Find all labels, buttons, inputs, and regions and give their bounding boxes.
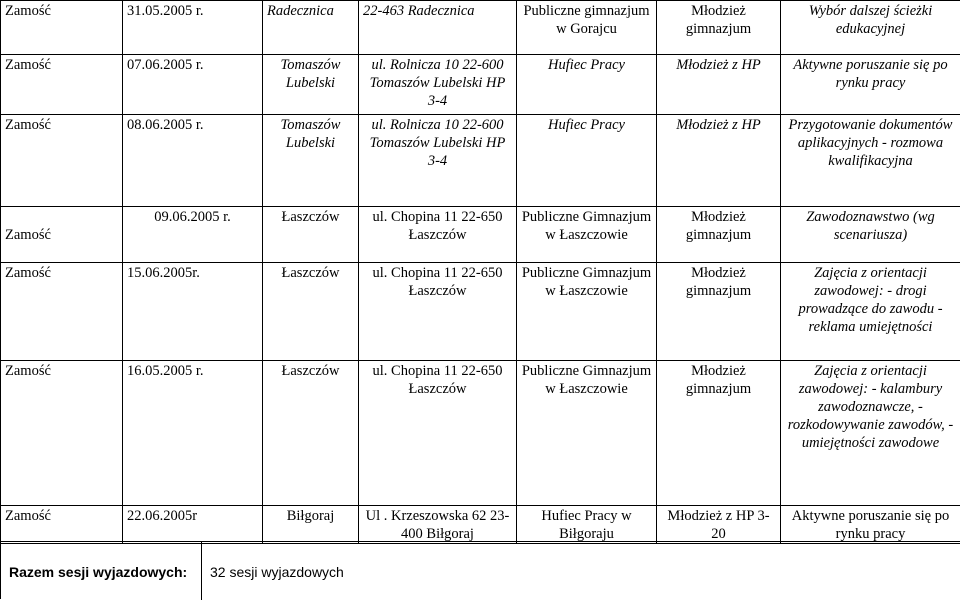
organizer-cell: Publiczne Gimnazjum w Łaszczowie	[517, 263, 657, 361]
address-cell: ul. Chopina 11 22-650 Łaszczów	[359, 207, 517, 263]
topic-cell: Wybór dalszej ścieżki edukacyjnej	[781, 1, 960, 55]
place-cell: Zamość	[1, 115, 123, 207]
date-cell: 07.06.2005 r.	[123, 55, 263, 115]
organizer-cell: Publiczne gimnazjum w Gorajcu	[517, 1, 657, 55]
date-cell: 31.05.2005 r.	[123, 1, 263, 55]
group-cell: Młodzież z HP	[657, 55, 781, 115]
table-row	[1, 361, 960, 506]
place-cell: Zamość	[1, 1, 123, 55]
table-row	[1, 506, 960, 544]
group-cell: Młodzież z HP 3-20	[657, 506, 781, 544]
town-cell: Łaszczów	[263, 207, 359, 263]
organizer-cell: Hufiec Pracy	[517, 55, 657, 115]
address-cell: Ul . Krzeszowska 62 23-400 Biłgoraj	[359, 506, 517, 544]
organizer-cell: Hufiec Pracy w Biłgoraju	[517, 506, 657, 544]
group-cell: Młodzież gimnazjum	[657, 1, 781, 55]
table-row	[1, 1, 960, 55]
table-row	[1, 55, 960, 115]
organizer-cell: Publiczne Gimnazjum w Łaszczowie	[517, 207, 657, 263]
address-cell: ul. Rolnicza 10 22-600 Tomaszów Lubelski HP 3-4	[359, 115, 517, 207]
address-cell: ul. Chopina 11 22-650 Łaszczów	[359, 361, 517, 506]
place-cell: Zamość	[1, 207, 123, 263]
date-cell: 22.06.2005r	[123, 506, 263, 544]
address-cell: ul. Chopina 11 22-650 Łaszczów	[359, 263, 517, 361]
table-row	[1, 207, 960, 263]
footer-divider	[201, 542, 202, 600]
topic-cell: Zajęcia z orientacji zawodowej: - kalambury zawodoznawcze, - rozkodowywanie zawodów, - umiejętności zawodowe	[781, 361, 960, 506]
address-cell: ul. Rolnicza 10 22-600 Tomaszów Lubelski HP 3-4	[359, 55, 517, 115]
place-cell: Zamość	[1, 263, 123, 361]
group-cell: Młodzież z HP	[657, 115, 781, 207]
place-cell: Zamość	[1, 506, 123, 544]
address-cell: 22-463 Radecznica	[359, 1, 517, 55]
topic-cell: Aktywne poruszanie się po rynku pracy	[781, 506, 960, 544]
topic-cell: Przygotowanie dokumentów aplikacyjnych - rozmowa kwalifikacyjna	[781, 115, 960, 207]
organizer-cell: Publiczne Gimnazjum w Łaszczowie	[517, 361, 657, 506]
topic-cell: Zajęcia z orientacji zawodowej: - drogi prowadzące do zawodu - reklama umiejętności	[781, 263, 960, 361]
place-cell: Zamość	[1, 55, 123, 115]
table-row	[1, 263, 960, 361]
group-cell: Młodzież gimnazjum	[657, 207, 781, 263]
town-cell: Łaszczów	[263, 361, 359, 506]
summary-footer	[0, 541, 960, 599]
total-sessions-label: Razem sesji wyjazdowych:	[9, 564, 188, 580]
date-cell: 08.06.2005 r.	[123, 115, 263, 207]
date-cell: 16.05.2005 r.	[123, 361, 263, 506]
town-cell: Radecznica	[263, 1, 359, 55]
date-cell: 09.06.2005 r.	[123, 207, 263, 263]
town-cell: Biłgoraj	[263, 506, 359, 544]
group-cell: Młodzież gimnazjum	[657, 361, 781, 506]
topic-cell: Zawodoznawstwo (wg scenariusza)	[781, 207, 960, 263]
town-cell: Tomaszów Lubelski	[263, 115, 359, 207]
topic-cell: Aktywne poruszanie się po rynku pracy	[781, 55, 960, 115]
town-cell: Łaszczów	[263, 263, 359, 361]
organizer-cell: Hufiec Pracy	[517, 115, 657, 207]
group-cell: Młodzież gimnazjum	[657, 263, 781, 361]
date-cell: 15.06.2005r.	[123, 263, 263, 361]
town-cell: Tomaszów Lubelski	[263, 55, 359, 115]
total-sessions-value: 32 sesji wyjazdowych	[210, 564, 344, 580]
table-row	[1, 115, 960, 207]
place-cell: Zamość	[1, 361, 123, 506]
